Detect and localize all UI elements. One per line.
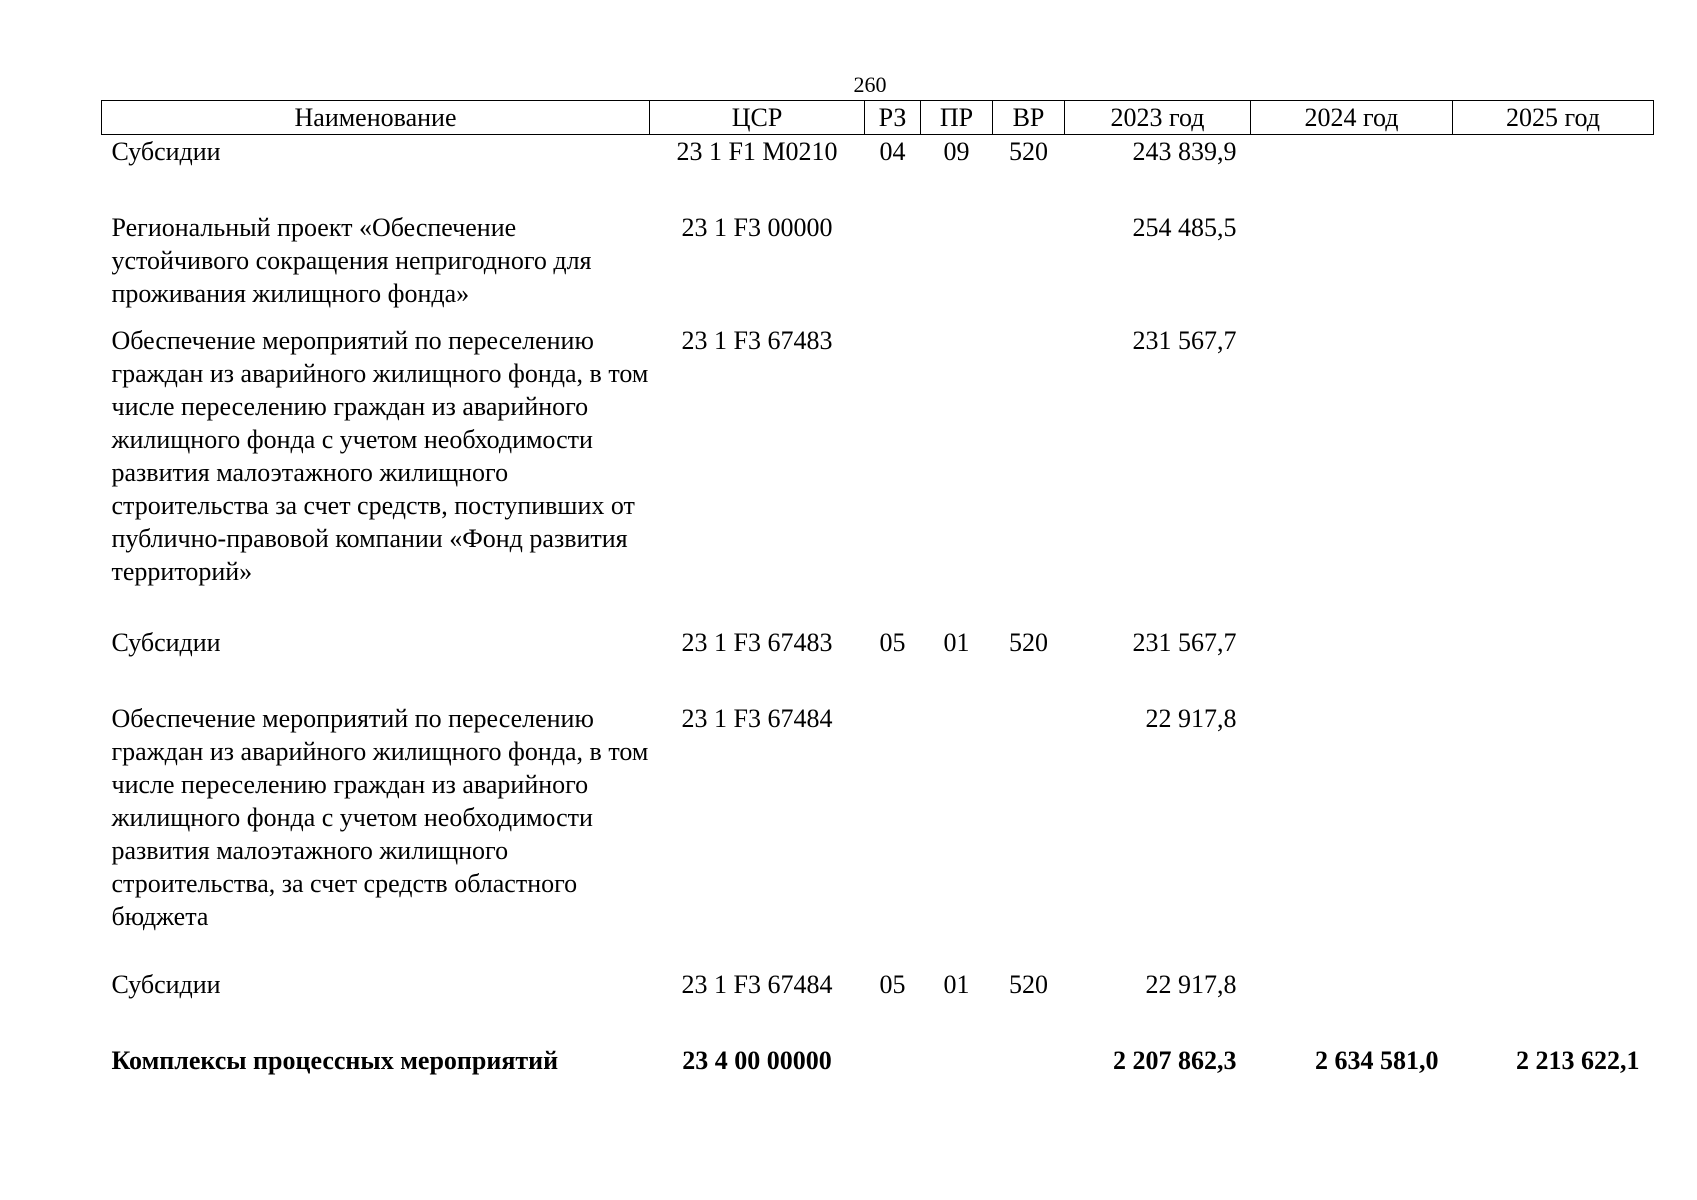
row-amount-2025	[1453, 211, 1654, 324]
header-year-2023: 2023 год	[1065, 101, 1251, 135]
row-amount-2025: 2 213 622,1	[1516, 1046, 1640, 1075]
row-csr: 23 1 F1 M0210	[676, 137, 838, 166]
row-vr	[993, 324, 1065, 626]
row-csr: 23 1 F3 67483	[681, 326, 833, 355]
row-rz: 05	[879, 970, 906, 999]
row-vr: 520	[1009, 137, 1048, 166]
header-rz: РЗ	[865, 101, 921, 135]
table-row	[102, 324, 1654, 626]
row-amount-2024	[1251, 968, 1453, 1044]
row-vr	[993, 211, 1065, 324]
row-amount-2023: 254 485,5	[1132, 213, 1237, 242]
row-amount-2023: 22 917,8	[1145, 704, 1237, 733]
row-amount-2023: 2 207 862,3	[1113, 1046, 1237, 1075]
row-amount-2024	[1251, 211, 1453, 324]
row-vr	[993, 1044, 1065, 1084]
table-row	[102, 626, 1654, 702]
row-csr: 23 1 F3 67484	[681, 704, 833, 733]
row-pr: 01	[943, 970, 970, 999]
row-amount-2025	[1453, 702, 1654, 968]
row-pr	[921, 1044, 993, 1084]
row-amount-2023: 231 567,7	[1132, 628, 1237, 657]
row-csr: 23 4 00 00000	[682, 1046, 832, 1075]
row-rz	[865, 702, 921, 968]
row-name: Обеспечение мероприятий по переселению граждан из аварийного жилищного фонда, в том числе переселению граждан из аварийного жилищного фонда с учетом необходимости развития малоэтажного жилищного строительства за счет средств, поступивших от публично-правовой компании «Фонд развития территорий»	[111, 326, 649, 586]
header-year-2024: 2024 год	[1251, 101, 1453, 135]
header-row	[102, 101, 1654, 135]
row-amount-2025	[1453, 968, 1654, 1044]
row-amount-2023: 231 567,7	[1132, 326, 1237, 355]
table-row	[102, 702, 1654, 968]
row-pr	[921, 702, 993, 968]
row-amount-2023: 22 917,8	[1145, 970, 1237, 999]
header-year-2025: 2025 год	[1453, 101, 1654, 135]
row-name: Субсидии	[111, 137, 221, 166]
row-rz	[865, 324, 921, 626]
table-row	[102, 135, 1654, 212]
budget-table	[101, 100, 1654, 1084]
row-amount-2024	[1251, 135, 1453, 212]
row-amount-2023: 243 839,9	[1132, 137, 1237, 166]
table-body	[102, 135, 1654, 1085]
header-pr: ПР	[921, 101, 993, 135]
row-rz: 04	[879, 137, 906, 166]
row-name: Субсидии	[111, 628, 221, 657]
row-name: Обеспечение мероприятий по переселению граждан из аварийного жилищного фонда, в том числе переселению граждан из аварийного жилищного фонда с учетом необходимости развития малоэтажного жилищного строительства, за счет средств областного бюджета	[111, 704, 649, 931]
row-rz	[865, 1044, 921, 1084]
row-csr: 23 1 F3 00000	[681, 213, 833, 242]
header-csr: ЦСР	[650, 101, 865, 135]
row-pr	[921, 211, 993, 324]
row-amount-2024	[1251, 324, 1453, 626]
row-amount-2025	[1453, 626, 1654, 702]
row-amount-2024	[1251, 626, 1453, 702]
row-name: Региональный проект «Обеспечение устойчивого сокращения непригодного для проживания жилищного фонда»	[111, 213, 592, 308]
row-amount-2024	[1251, 702, 1453, 968]
row-pr: 01	[943, 628, 970, 657]
row-amount-2024: 2 634 581,0	[1315, 1046, 1439, 1075]
row-amount-2025	[1453, 324, 1654, 626]
row-csr: 23 1 F3 67484	[681, 970, 833, 999]
row-pr	[921, 324, 993, 626]
row-vr: 520	[1009, 970, 1048, 999]
table-row-total	[102, 1044, 1654, 1084]
row-name: Комплексы процессных мероприятий	[111, 1046, 559, 1075]
page-number: 260	[853, 72, 887, 97]
row-rz	[865, 211, 921, 324]
row-vr	[993, 702, 1065, 968]
row-vr: 520	[1009, 628, 1048, 657]
row-rz: 05	[879, 628, 906, 657]
table-header	[102, 101, 1654, 135]
row-amount-2025	[1453, 135, 1654, 212]
header-vr: ВР	[993, 101, 1065, 135]
row-csr: 23 1 F3 67483	[681, 628, 833, 657]
row-pr: 09	[943, 137, 970, 166]
table-row	[102, 968, 1654, 1044]
header-name: Наименование	[102, 101, 650, 135]
row-name: Субсидии	[111, 970, 221, 999]
table-row	[102, 211, 1654, 324]
